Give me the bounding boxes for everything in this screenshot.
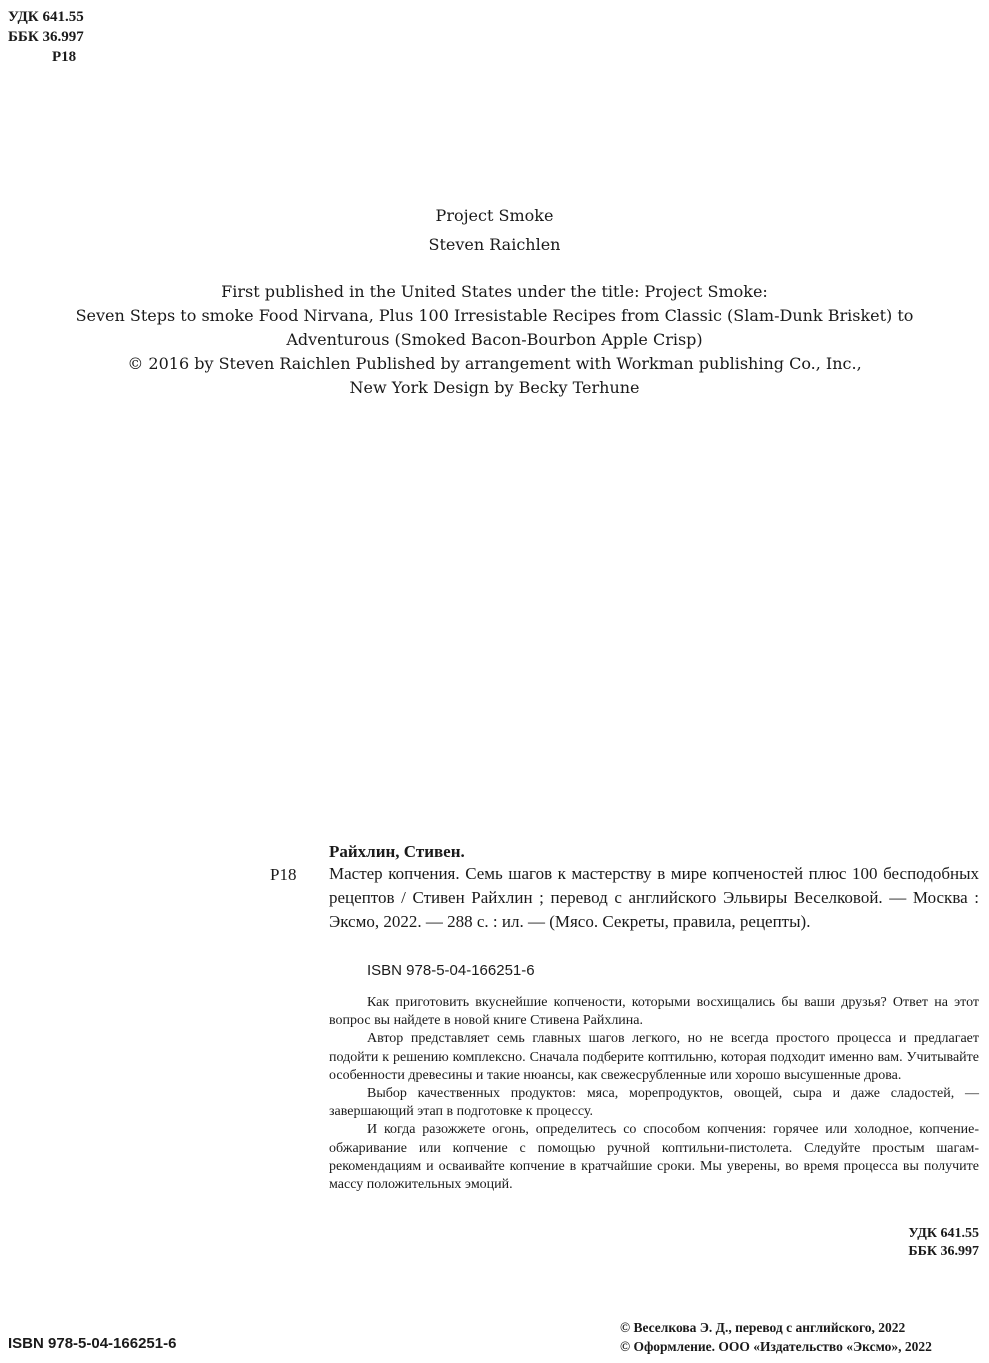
publication-line: First published in the United States under the title: Project Smoke:: [221, 282, 768, 301]
author-mark: Р18: [52, 49, 77, 65]
publication-line: Seven Steps to smoke Food Nirvana, Plus 100 Irresistable Recipes from Classic (Slam-Dunk Brisket) to: [75, 306, 914, 325]
publication-line: New York Design by Becky Terhune: [349, 378, 640, 397]
catalog-author-mark: Р18: [270, 865, 297, 884]
original-title: Project Smoke: [435, 206, 554, 225]
catalog-isbn: ISBN 978-5-04-166251-6: [367, 962, 535, 979]
udk-code-bottom: УДК 641.55: [908, 1226, 979, 1241]
catalog-author: Райхлин, Стивен.: [329, 842, 465, 861]
footer-isbn: ISBN 978-5-04-166251-6: [8, 1335, 177, 1352]
annotation-paragraph: Автор представляет семь главных шагов легкого, но не всегда простого процесса и предлагает подойти к решению комплексно. Сначала подберите коптильню, которая подходит именно вам. Учитывайте особенности древесины и такие нюансы, как свежесрубленные или хорошо высушенные дрова.: [329, 1031, 979, 1083]
annotation-paragraph: Как приготовить вкуснейшие копчености, которыми восхищались бы ваши друзья? Ответ на этот вопрос вы найдете в новой книге Стивена Райхлина.: [329, 995, 979, 1029]
original-publication-info: [0, 280, 989, 400]
bbk-code: ББК 36.997: [8, 29, 84, 45]
copyright-translation: © Веселкова Э. Д., перевод с английского, 2022: [620, 1320, 906, 1335]
bbk-code-bottom: ББК 36.997: [908, 1244, 979, 1259]
copyright-block: [620, 1318, 932, 1356]
annotation-paragraph: И когда разожжете огонь, определитесь со способом копчения: горячее или холодное, копчение-обжаривание или копчение с помощью ручной коптильни-пистолета. Следуйте простым шагам-рекомендациям и осваивайте копчение в кратчайшие сроки. Мы уверены, во время процесса вы получите массу положительных эмоций.: [329, 1122, 979, 1193]
classification-bottom: [908, 1225, 979, 1261]
publication-line: © 2016 by Steven Raichlen Published by arrangement with Workman publishing Co., Inc.,: [127, 354, 862, 373]
catalog-description: Мастер копчения. Семь шагов к мастерству в мире копченостей плюс 100 бесподобных рецептов / Стивен Райхлин ; перевод с английского Эльвиры Веселковой. — Москва : Эксмо, 2022. — 288 с. : ил. — (Мясо. Секреты, правила, рецепты).: [329, 864, 979, 931]
annotation-paragraph: Выбор качественных продуктов: мяса, морепродуктов, овощей, сыра и даже сладостей, — завершающий этап в подготовке к процессу.: [329, 1086, 979, 1120]
annotation: [329, 994, 979, 1194]
udk-code: УДК 641.55: [8, 9, 84, 25]
copyright-design: © Оформление. ООО «Издательство «Эксмо», 2022: [620, 1339, 932, 1354]
publication-line: Adventurous (Smoked Bacon-Bourbon Apple Crisp): [286, 330, 703, 349]
classification-block: [8, 7, 84, 67]
original-author: Steven Raichlen: [428, 235, 561, 254]
